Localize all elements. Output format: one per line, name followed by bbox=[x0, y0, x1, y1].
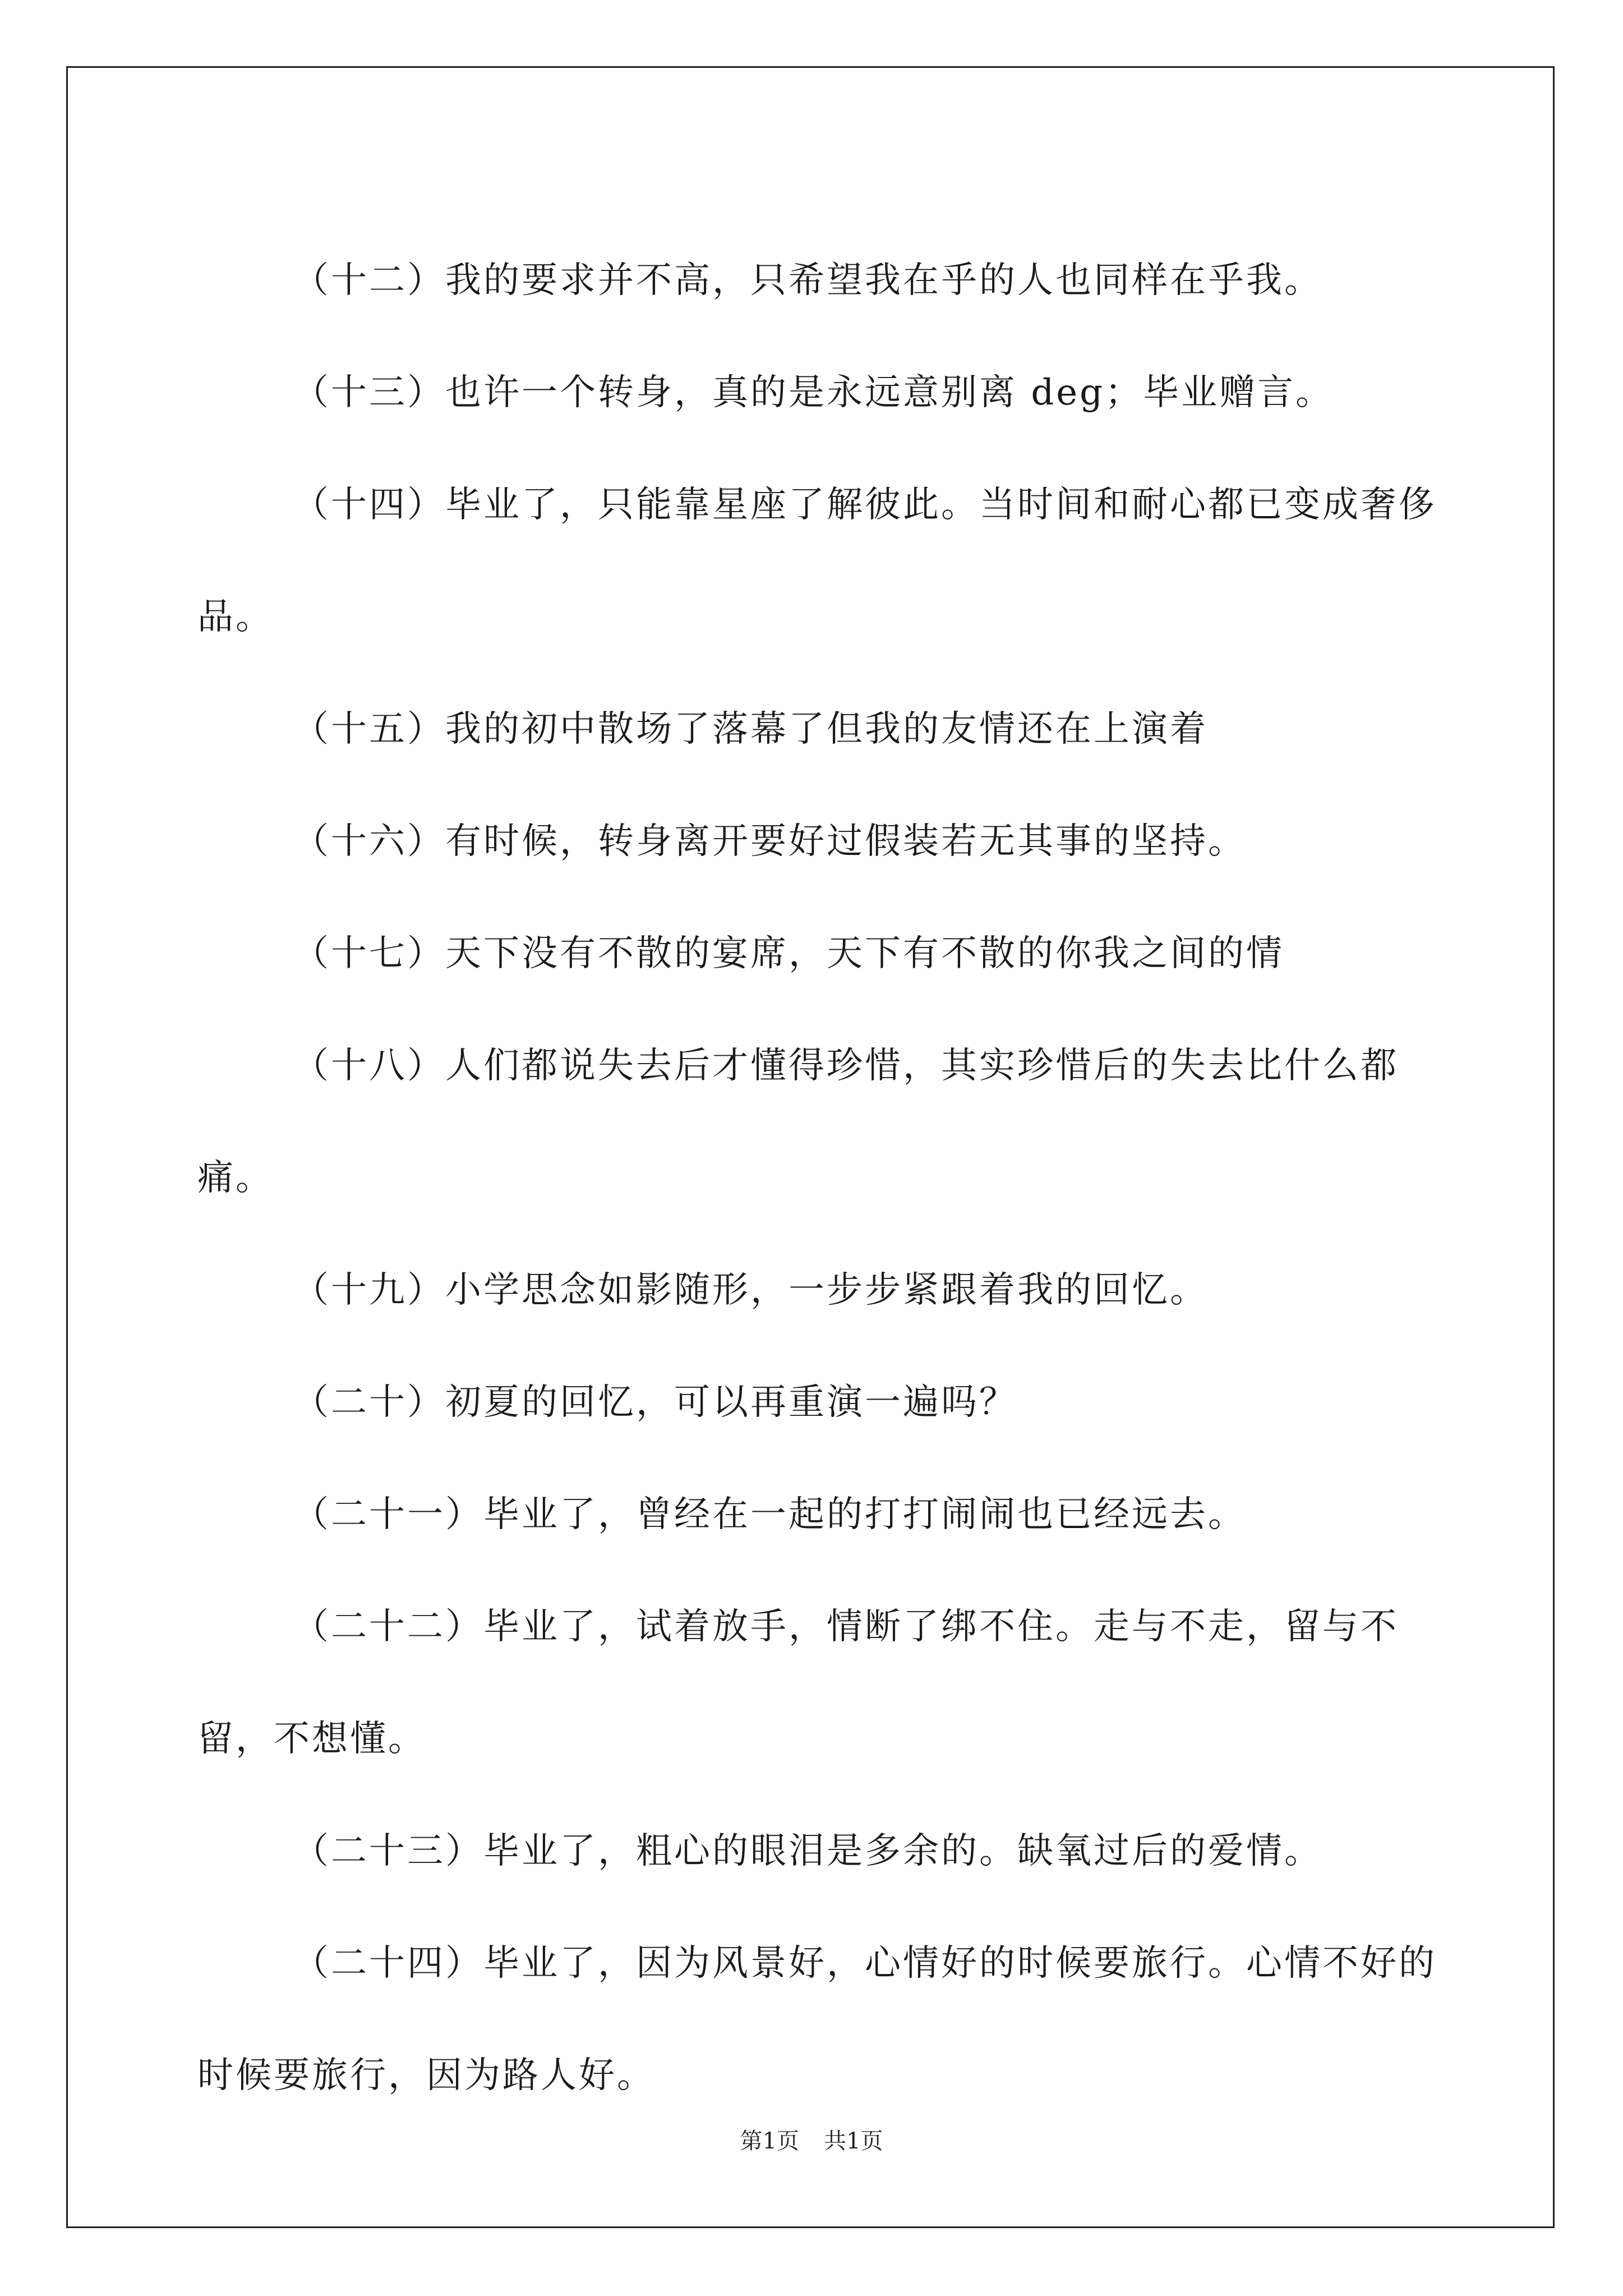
page-number: 第1页 bbox=[740, 2128, 799, 2154]
paragraph: （十五）我的初中散场了落幕了但我的友情还在上演着 bbox=[293, 708, 1208, 750]
paragraph: （十四）毕业了，只能靠星座了解彼此。当时间和耐心都已变成奢侈品。 bbox=[197, 484, 1437, 638]
paragraph: （十六）有时候，转身离开要好过假装若无其事的坚持。 bbox=[293, 821, 1246, 862]
paragraph: （十九）小学思念如影随形，一步步紧跟着我的回忆。 bbox=[293, 1269, 1208, 1311]
page-footer bbox=[0, 2127, 1623, 2155]
paragraph: （二十一）毕业了，曾经在一起的打打闹闹也已经远去。 bbox=[293, 1494, 1246, 1535]
paragraph: （十三）也许一个转身，真的是永远意别离 deg；毕业赠言。 bbox=[293, 372, 1334, 413]
paragraph: （二十）初夏的回忆，可以再重演一遍吗？ bbox=[293, 1382, 1017, 1423]
paragraph: （二十二）毕业了，试着放手，情断了绑不住。走与不走，留与不留，不想懂。 bbox=[197, 1606, 1399, 1760]
document-body bbox=[197, 224, 1438, 2132]
paragraph: （二十四）毕业了，因为风景好，心情好的时候要旅行。心情不好的时候要旅行，因为路人好。 bbox=[197, 1943, 1437, 2096]
paragraph: （二十三）毕业了，粗心的眼泪是多余的。缺氧过后的爱情。 bbox=[293, 1830, 1322, 1872]
page-total: 共1页 bbox=[824, 2128, 883, 2154]
paragraph: （十二）我的要求并不高，只希望我在乎的人也同样在乎我。 bbox=[293, 260, 1322, 301]
paragraph: （十八）人们都说失去后才懂得珍惜，其实珍惜后的失去比什么都痛。 bbox=[197, 1045, 1399, 1199]
paragraph: （十七）天下没有不散的宴席，天下有不散的你我之间的情 bbox=[293, 933, 1284, 974]
